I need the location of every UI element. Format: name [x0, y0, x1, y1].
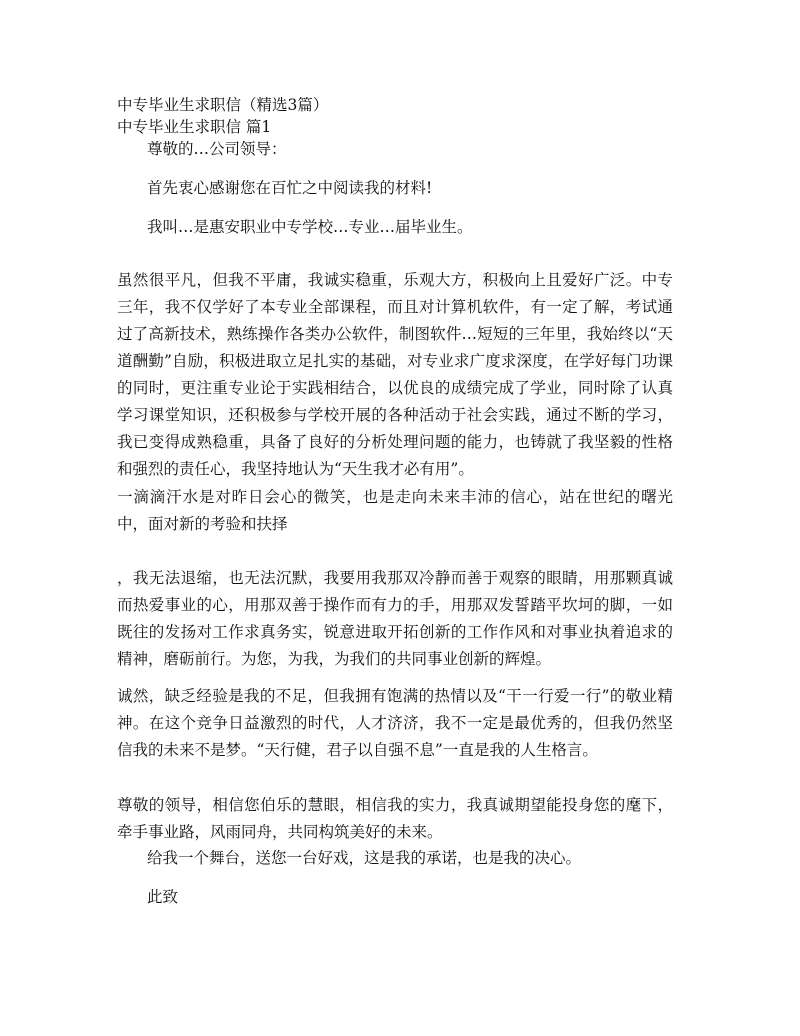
closing-promise: 给我一个舞台，送您一台好戏，这是我的承诺，也是我的决心。	[147, 849, 582, 867]
paragraph-motto: 诚然，缺乏经验是我的不足，但我拥有饱满的热情以及“干一行爱一行”的敬业精神。在这个竞争日益激烈的时代，人才济济，我不一定是最优秀的，但我仍然坚信我的未来不是梦。“天行健，君子以自强不息”一直是我的人生格言。	[117, 687, 673, 759]
document-subtitle: 中专毕业生求职信 篇1	[117, 118, 272, 136]
thanks-line: 首先衷心感谢您在百忙之中阅读我的材料!	[147, 179, 433, 197]
closing-salute: 此致	[147, 888, 179, 906]
paragraph-request: 尊敬的领导，相信您伯乐的慧眼，相信我的实力，我真诚期望能投身您的麾下，牵手事业路，风雨同舟，共同构筑美好的未来。	[117, 796, 673, 841]
salutation: 尊敬的…公司领导：	[147, 140, 287, 158]
paragraph-commitment: ，我无法退缩，也无法沉默，我要用我那双冷静而善于观察的眼睛，用那颗真诚而热爱事业的心，用那双善于操作而有力的手，用那双发誓踏平坎坷的脚，一如既往的发扬对工作求真务实，锐意进取开拓创新的工作作风和对事业执着追求的精神，磨砺前行。为您，为我，为我们的共同事业创新的辉煌。	[117, 569, 673, 668]
paragraph-background: 虽然很平凡，但我不平庸，我诚实稳重，乐观大方，积极向上且爱好广泛。中专三年，我不仅学好了本专业全部课程，而且对计算机软件，有一定了解，考试通过了高新技术，熟练操作各类办公软件，制图软件…短短的三年里，我始终以“天道酬勤”自励，积极进取立足扎实的基础，对专业求广度求深度，在学好每门功课的同时，更注重专业论于实践相结合，以优良的成绩完成了学业，同时除了认真学习课堂知识，还积极参与学校开展的各种活动于社会实践，通过不断的学习，我已变得成熟稳重，具备了良好的分析处理问题的能力，也铸就了我坚毅的性格和强烈的责任心，我坚持地认为“天生我才必有用”。	[117, 271, 673, 478]
document-title: 中专毕业生求职信（精选3篇）	[117, 96, 329, 114]
intro-line: 我叫…是惠安职业中专学校…专业…届毕业生。	[147, 218, 473, 236]
paragraph-confidence: 一滴滴汗水是对昨日会心的微笑，也是走向未来丰沛的信心，站在世纪的曙光中，面对新的考验和扶择	[117, 488, 673, 533]
